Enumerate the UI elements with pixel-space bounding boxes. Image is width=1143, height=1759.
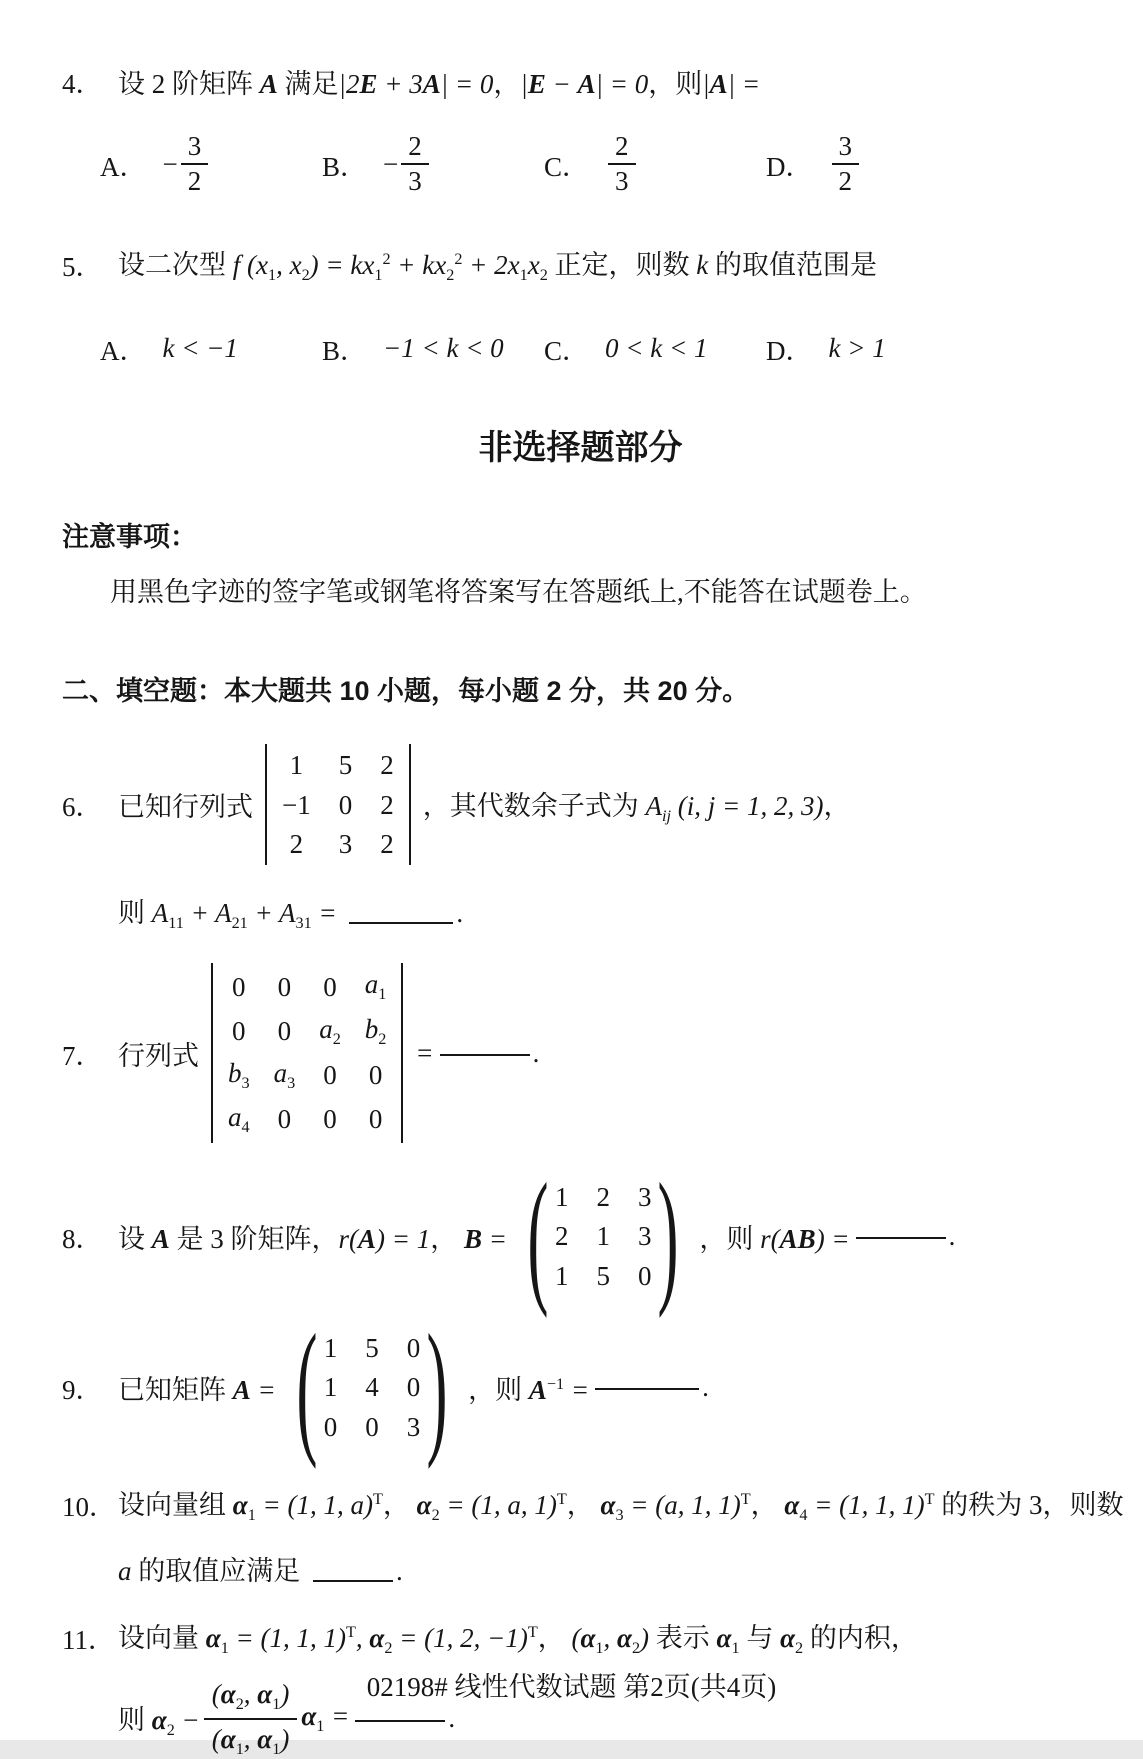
matrix-cell: 2 [380, 750, 394, 781]
matrix-cell: 0 [232, 971, 246, 1002]
matrix-cell: $a_4$ [228, 1101, 250, 1136]
question-11-line1: 设向量 $\alpha_1 = (1$, 1, 1)$^T$, $\alpha_2 = (1$, 2, −1)$^T$， ($\alpha_1$, $\alpha_2$) 表示 $\alpha_1$ 与 $\alpha_2$ 的内积， [118, 1623, 918, 1658]
answer-blank [856, 1233, 946, 1239]
matrix-grid [228, 970, 386, 1136]
matrix-cell: 1 [323, 1332, 338, 1363]
question-9-number: 9． [62, 1374, 103, 1405]
question-8-text-pre: 设 A 是 3 阶矩阵，r(A) = 1， B = [118, 1223, 507, 1254]
answer-blank [355, 1716, 445, 1722]
option-b [322, 131, 544, 197]
matrix-grid [282, 751, 394, 858]
option-a [100, 131, 322, 197]
matrix-cell: 3 [338, 828, 353, 859]
question-6-text-pre: 已知行列式 [118, 792, 253, 823]
matrix-cell: 2 [554, 1221, 569, 1252]
fraction-numerator: 2 [608, 131, 636, 165]
matrix-cell: 0 [368, 1060, 383, 1091]
period: . [396, 1556, 403, 1587]
question-11-post: $\alpha_1$ = [301, 1701, 350, 1736]
matrix-cell: 3 [637, 1221, 652, 1252]
matrix-cell: 2 [380, 789, 394, 820]
matrix-cell: 0 [637, 1260, 652, 1291]
option-label: B． [322, 151, 368, 182]
matrix-cell: 0 [368, 1104, 383, 1135]
fraction [608, 131, 636, 197]
question-10-line2-text: a 的取值应满足 [118, 1556, 301, 1587]
option-a [100, 329, 322, 368]
matrix-cell: $a_3$ [273, 1057, 296, 1092]
matrix-cell: 5 [338, 750, 353, 781]
matrix-cell: 0 [338, 789, 353, 820]
page-footer: 02198# 线性代数试题 第2页(共4页) [366, 1672, 777, 1702]
period: . [448, 1703, 456, 1734]
fraction-sign: − [383, 148, 399, 179]
period: . [702, 1371, 709, 1402]
matrix-cell: $b_2$ [364, 1013, 387, 1048]
question-4-text: 设 2 阶矩阵 A 满足|2E + 3A| = 0，|E − A| = 0，则|A| = [118, 69, 761, 99]
question-5-number: 5． [62, 251, 103, 282]
matrix-b [513, 1152, 693, 1319]
matrix-cell: 2 [289, 828, 304, 859]
fraction-denominator: 3 [615, 166, 629, 197]
question-6 [62, 744, 1099, 865]
matrix-cell: 3 [406, 1411, 421, 1442]
matrix-grid [324, 1330, 421, 1445]
matrix-cell: 0 [277, 971, 292, 1002]
question-7 [62, 963, 1099, 1143]
left-paren: ( [296, 1303, 318, 1470]
option-expression: k > 1 [828, 333, 886, 364]
question-4 [62, 62, 1099, 101]
answer-blank [595, 1384, 699, 1390]
question-10-line1: 设向量组 $\alpha_1 = (1$, 1, a)$^T$， $\alpha_2 = (1$, a, 1)$^T$， $\alpha_3 = (a$, 1, 1)$^T$， $\alpha_4 = (1$, 1, 1)$^T$ 的秩为 3，则数 [118, 1489, 1124, 1525]
matrix-cell: 2 [596, 1181, 610, 1212]
question-5 [62, 243, 1099, 285]
fraction-denominator: ($\alpha_1$, $\alpha_1$) [211, 1723, 290, 1758]
matrix-cell: $b_3$ [228, 1057, 250, 1092]
question-7-text-pre: 行列式 [118, 1040, 199, 1071]
option-expression: k < −1 [162, 333, 238, 364]
matrix-cell: $a_2$ [319, 1013, 341, 1048]
fraction-denominator: 2 [187, 166, 202, 197]
question-11-number: 11． [62, 1624, 115, 1655]
right-paren: ) [657, 1152, 679, 1319]
period: . [456, 898, 464, 929]
left-paren: ( [527, 1152, 549, 1319]
option-d [766, 131, 859, 197]
question-10-line2 [118, 1549, 1099, 1588]
question-6-text-post: ，其代数余子式为 $A_{ij}$ (i, j = 1, 2, 3)， [422, 790, 851, 825]
period: . [948, 1220, 956, 1251]
question-5-options [100, 329, 1099, 368]
option-label: A． [100, 336, 147, 367]
question-11-pre: 则 $\alpha_2$ − [118, 1704, 200, 1739]
matrix-a [282, 1303, 462, 1470]
matrix-cell: 1 [289, 750, 304, 781]
question-7-equals: = [415, 1037, 434, 1068]
option-expression: −1 < k < 0 [383, 333, 504, 364]
question-8-text-post: ，则 r(AB) = [699, 1223, 850, 1254]
matrix-cell: 0 [323, 1060, 337, 1091]
section-2-heading: 二、填空题：本大题共 10 小题，每小题 2 分，共 20 分。 [62, 676, 750, 707]
question-4-options [100, 131, 1099, 197]
option-label: B． [322, 336, 368, 367]
fraction-numerator: 3 [181, 131, 209, 165]
matrix-cell: 0 [323, 1411, 338, 1442]
fraction-numerator: 2 [401, 131, 429, 165]
period: . [532, 1037, 540, 1068]
question-11 [62, 1616, 1099, 1658]
fraction [832, 131, 860, 197]
matrix-cell: 5 [596, 1260, 610, 1291]
matrix-cell: 0 [323, 1104, 337, 1135]
notes-body: 用黑色字迹的签字笔或钢笔将答案写在答题纸上,不能答在试题卷上。 [110, 577, 927, 608]
option-label: D． [766, 151, 813, 182]
question-9 [62, 1303, 1099, 1470]
determinant-4x4 [211, 963, 403, 1143]
question-6-line2 [118, 891, 1099, 933]
fraction-denominator: 2 [838, 166, 852, 197]
matrix-cell: 3 [637, 1181, 652, 1212]
matrix-cell: 0 [277, 1104, 292, 1135]
option-c [544, 329, 766, 368]
option-c [544, 131, 766, 197]
option-b [322, 329, 544, 368]
answer-blank [440, 1050, 530, 1056]
matrix-cell: 2 [380, 828, 394, 859]
matrix-cell: 0 [406, 1332, 421, 1363]
matrix-cell: 1 [323, 1372, 338, 1403]
matrix-cell: 0 [406, 1372, 421, 1403]
question-8 [62, 1152, 1099, 1319]
question-4-number: 4． [62, 69, 103, 99]
question-10 [62, 1483, 1124, 1525]
matrix-grid [555, 1179, 652, 1294]
option-label: D． [766, 336, 813, 367]
question-7-number: 7． [62, 1040, 103, 1071]
matrix-cell: −1 [282, 789, 311, 820]
question-6-formula: 则 $A_{11} + A_{21} + A_{31}$ = [118, 898, 337, 933]
matrix-cell: 0 [277, 1015, 292, 1046]
matrix-cell: $a_1$ [364, 969, 387, 1004]
matrix-cell: 1 [596, 1221, 610, 1252]
right-paren: ) [426, 1303, 448, 1470]
matrix-cell: 0 [232, 1015, 246, 1046]
option-expression: 0 < k < 1 [605, 333, 708, 364]
question-9-text-post: ，则 $A^{-1}$ = [468, 1374, 590, 1405]
matrix-cell: 0 [365, 1411, 379, 1442]
option-label: C． [544, 336, 590, 367]
fraction-numerator: ($\alpha_2$, $\alpha_1$) [204, 1678, 298, 1720]
fraction-sign: − [162, 148, 178, 179]
determinant-3x3 [265, 744, 411, 865]
matrix-cell: 4 [365, 1372, 379, 1403]
notes-title: 注意事项： [62, 522, 197, 553]
fraction-numerator: 3 [832, 131, 860, 165]
fraction [181, 131, 209, 197]
question-8-number: 8． [62, 1223, 103, 1254]
option-d [766, 329, 886, 368]
section-title: 非选择题部分 [478, 429, 683, 468]
fraction-denominator: 3 [408, 166, 422, 197]
answer-blank [349, 918, 453, 924]
option-label: A． [100, 151, 147, 182]
question-10-number: 10． [62, 1491, 116, 1522]
option-label: C． [544, 151, 590, 182]
question-9-text-pre: 已知矩阵 A = [118, 1374, 276, 1405]
matrix-cell: 5 [365, 1332, 379, 1363]
matrix-cell: 1 [554, 1260, 569, 1291]
matrix-cell: 0 [323, 971, 337, 1002]
matrix-cell: 1 [554, 1181, 569, 1212]
question-5-text: 设二次型 f ($x_1$, $x_2) = kx_1^2 + kx_2^2 + 2x_1x_2$ 正定，则数 k 的取值范围是 [118, 250, 878, 285]
question-6-number: 6． [62, 792, 103, 823]
fraction [401, 131, 429, 197]
answer-blank [313, 1576, 393, 1582]
